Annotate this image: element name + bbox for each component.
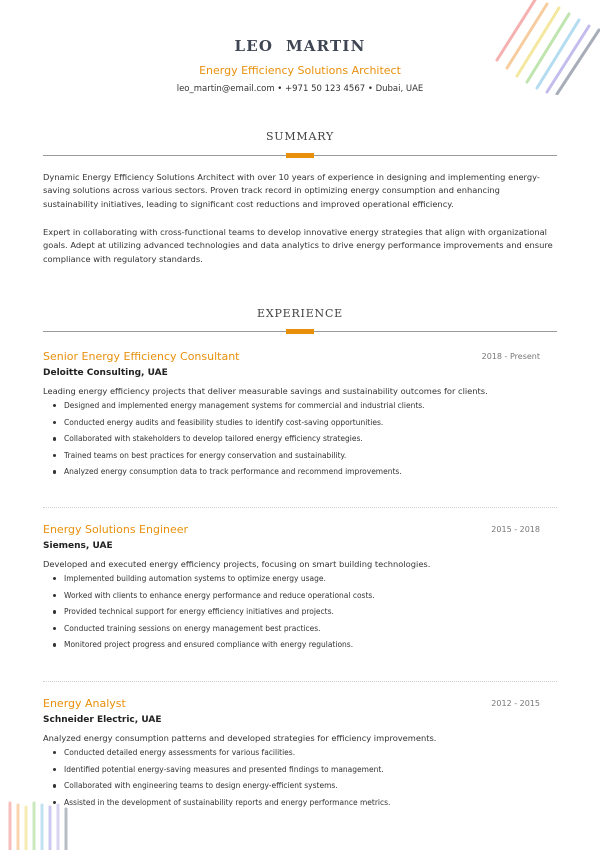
bullet-dot-icon [53,421,56,424]
job-bullet: Collaborated with stakeholders to develop tailored energy efficiency strategies. [43,433,557,450]
experience-accent-bar [286,329,314,334]
job-bullet: Collaborated with engineering teams to design energy-efficient systems. [43,780,557,797]
bullet-dot-icon [53,751,56,754]
candidate-name: LEO MARTIN [234,37,366,55]
job-summary: Developed and executed energy efficiency projects, focusing on smart building technologies. [43,559,431,569]
job-bullet: Trained teams on best practices for energy conservation and sustainability. [43,450,557,467]
job-bullet-list [43,747,557,813]
job-title: Energy Solutions Engineer [43,523,189,536]
job-bullet: Implemented building automation systems to optimize energy usage. [43,573,557,590]
job-bullet: Conducted detailed energy assessments for various facilities. [43,747,557,764]
job-bullet: Monitored project progress and ensured compliance with energy regulations. [43,639,557,656]
job-title: Senior Energy Efficiency Consultant [43,350,240,363]
job-bullet: Identified potential energy-saving measures and presented findings to management. [43,764,557,781]
summary-paragraph-1: Dynamic Energy Efficiency Solutions Architect with over 10 years of experience in designing and implementing energy-saving solutions across various sectors. Proven track record in optimizing energy consumption and enhancing sustainability initiatives, leading to significant cost reductions and improved operational efficiency. [43,172,540,209]
bullet-dot-icon [53,768,56,771]
bullet-dot-icon [53,643,56,646]
job-company: Siemens, UAE [43,541,113,551]
experience-heading: EXPERIENCE [256,307,344,320]
job-bullet: Conducted training sessions on energy management best practices. [43,623,557,640]
bullet-dot-icon [53,594,56,597]
job-bullet: Worked with clients to enhance energy performance and reduce operational costs. [43,590,557,607]
job-company: Deloitte Consulting, UAE [43,368,168,378]
job-title: Energy Analyst [43,697,126,710]
job-company: Schneider Electric, UAE [43,715,162,725]
candidate-title: Energy Efficiency Solutions Architect [199,64,401,77]
contact-line: leo_martin@email.com • +971 50 123 4567 • Dubai, UAE [176,84,424,94]
job-divider [43,507,557,508]
bullet-dot-icon [53,610,56,613]
job-bullet: Conducted energy audits and feasibility studies to identify cost-saving opportunities. [43,417,557,434]
job-dates: 2018 - Present [481,352,540,361]
job-bullet: Assisted in the development of sustainability reports and energy performance metrics. [43,797,557,814]
bullet-dot-icon [53,454,56,457]
job-bullet: Designed and implemented energy management systems for commercial and industrial clients. [43,400,557,417]
bullet-dot-icon [53,437,56,440]
job-bullet-list [43,400,557,483]
summary-accent-bar [286,153,314,158]
job-bullet: Provided technical support for energy efficiency initiatives and projects. [43,606,557,623]
bullet-dot-icon [53,801,56,804]
job-bullet: Analyzed energy consumption data to track performance and recommend improvements. [43,466,557,483]
job-summary: Leading energy efficiency projects that deliver measurable savings and sustainability outcomes for clients. [43,386,488,396]
bullet-dot-icon [53,784,56,787]
bullet-dot-icon [53,627,56,630]
bullet-dot-icon [53,404,56,407]
job-bullet-list [43,573,557,656]
job-dates: 2012 - 2015 [491,699,540,708]
job-divider [43,681,557,682]
summary-paragraph-2: Expert in collaborating with cross-functional teams to develop innovative energy strategies that align with organizational goals. Adept at utilizing advanced technologies and data analytics to drive energy performance improvements and ensure compliance with regulatory standards. [43,227,553,264]
job-dates: 2015 - 2018 [491,525,540,534]
bullet-dot-icon [53,577,56,580]
bullet-dot-icon [53,470,56,473]
summary-heading: SUMMARY [265,130,335,143]
job-summary: Analyzed energy consumption patterns and developed strategies for efficiency improvements. [43,733,437,743]
